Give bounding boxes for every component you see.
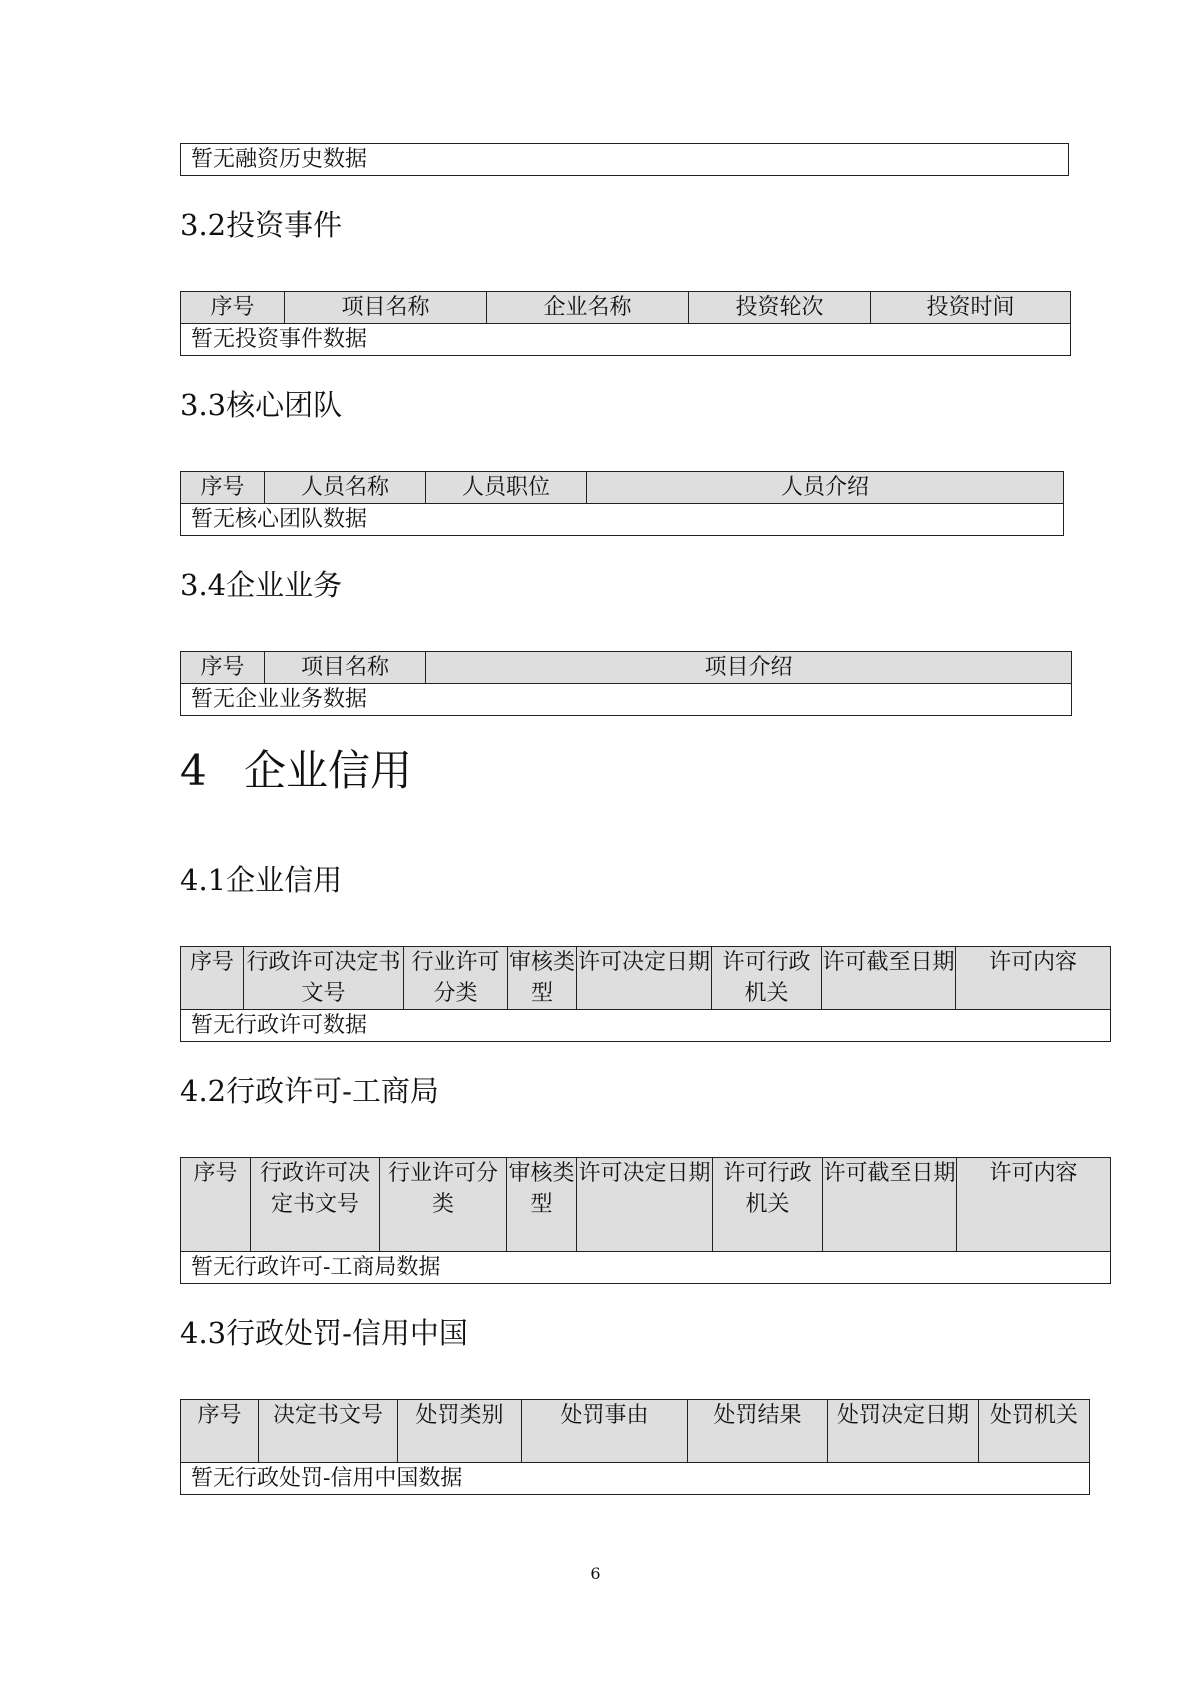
financing-empty-message: 暂无融资历史数据 xyxy=(181,144,1069,176)
column-header: 行业许可分类 xyxy=(380,1158,507,1252)
column-header: 审核类型 xyxy=(507,1158,577,1252)
column-header: 人员职位 xyxy=(426,472,587,504)
financing-history-table xyxy=(180,143,1069,176)
column-header: 许可截至日期 xyxy=(823,1158,957,1252)
column-header: 处罚机关 xyxy=(979,1400,1090,1463)
column-header: 序号 xyxy=(181,292,285,324)
column-header: 序号 xyxy=(181,947,244,1010)
column-header: 项目介绍 xyxy=(426,652,1072,684)
column-header: 许可行政机关 xyxy=(713,1158,823,1252)
license-aic-empty-message: 暂无行政许可-工商局数据 xyxy=(181,1252,1111,1284)
column-header: 项目名称 xyxy=(265,652,426,684)
column-header: 行业许可分类 xyxy=(404,947,508,1010)
column-header: 处罚类别 xyxy=(398,1400,522,1463)
column-header: 人员名称 xyxy=(265,472,426,504)
column-header: 序号 xyxy=(181,1158,251,1252)
table-row xyxy=(181,1463,1090,1495)
section-heading-core-team: 3.3核心团队 xyxy=(180,388,343,422)
credit-license-table xyxy=(180,946,1111,1042)
column-header: 许可决定日期 xyxy=(577,1158,713,1252)
chapter-number: 4 xyxy=(180,746,207,795)
section-heading-business: 3.4企业业务 xyxy=(180,568,343,602)
penalty-table xyxy=(180,1399,1090,1495)
table-row xyxy=(181,684,1072,716)
column-header: 决定书文号 xyxy=(259,1400,398,1463)
table-header-row xyxy=(181,652,1072,684)
core-team-empty-message: 暂无核心团队数据 xyxy=(181,504,1064,536)
section-heading-invest-events: 3.2投资事件 xyxy=(180,208,343,242)
column-header: 许可内容 xyxy=(956,947,1111,1010)
credit-empty-message: 暂无行政许可数据 xyxy=(181,1010,1111,1042)
column-header: 序号 xyxy=(181,472,265,504)
column-header: 投资时间 xyxy=(871,292,1071,324)
column-header: 许可截至日期 xyxy=(822,947,956,1010)
column-header: 许可决定日期 xyxy=(577,947,712,1010)
table-header-row xyxy=(181,1400,1090,1463)
license-aic-table xyxy=(180,1157,1111,1284)
invest-events-table xyxy=(180,291,1071,356)
table-header-row xyxy=(181,1158,1111,1252)
core-team-table xyxy=(180,471,1064,536)
column-header: 处罚事由 xyxy=(522,1400,688,1463)
table-row xyxy=(181,144,1069,176)
column-header: 处罚结果 xyxy=(688,1400,828,1463)
column-header: 处罚决定日期 xyxy=(828,1400,979,1463)
column-header: 项目名称 xyxy=(285,292,487,324)
business-table xyxy=(180,651,1072,716)
table-header-row xyxy=(181,472,1064,504)
section-heading-license-aic: 4.2行政许可-工商局 xyxy=(180,1074,439,1108)
chapter-title: 企业信用 xyxy=(244,746,413,795)
business-empty-message: 暂无企业业务数据 xyxy=(181,684,1072,716)
section-heading-penalty: 4.3行政处罚-信用中国 xyxy=(180,1316,468,1350)
table-header-row xyxy=(181,947,1111,1010)
column-header: 人员介绍 xyxy=(587,472,1064,504)
table-row xyxy=(181,504,1064,536)
chapter-heading xyxy=(180,746,412,796)
column-header: 许可行政机关 xyxy=(712,947,822,1010)
page-number: 6 xyxy=(590,1564,601,1583)
column-header: 序号 xyxy=(181,1400,259,1463)
column-header: 行政许可决定书文号 xyxy=(244,947,404,1010)
column-header: 审核类型 xyxy=(508,947,577,1010)
table-row xyxy=(181,1252,1111,1284)
table-row xyxy=(181,1010,1111,1042)
invest-events-empty-message: 暂无投资事件数据 xyxy=(181,324,1071,356)
penalty-empty-message: 暂无行政处罚-信用中国数据 xyxy=(181,1463,1090,1495)
section-heading-credit: 4.1企业信用 xyxy=(180,863,343,897)
column-header: 企业名称 xyxy=(487,292,689,324)
column-header: 投资轮次 xyxy=(689,292,871,324)
table-header-row xyxy=(181,292,1071,324)
column-header: 序号 xyxy=(181,652,265,684)
column-header: 许可内容 xyxy=(957,1158,1111,1252)
table-row xyxy=(181,324,1071,356)
column-header: 行政许可决定书文号 xyxy=(251,1158,380,1252)
